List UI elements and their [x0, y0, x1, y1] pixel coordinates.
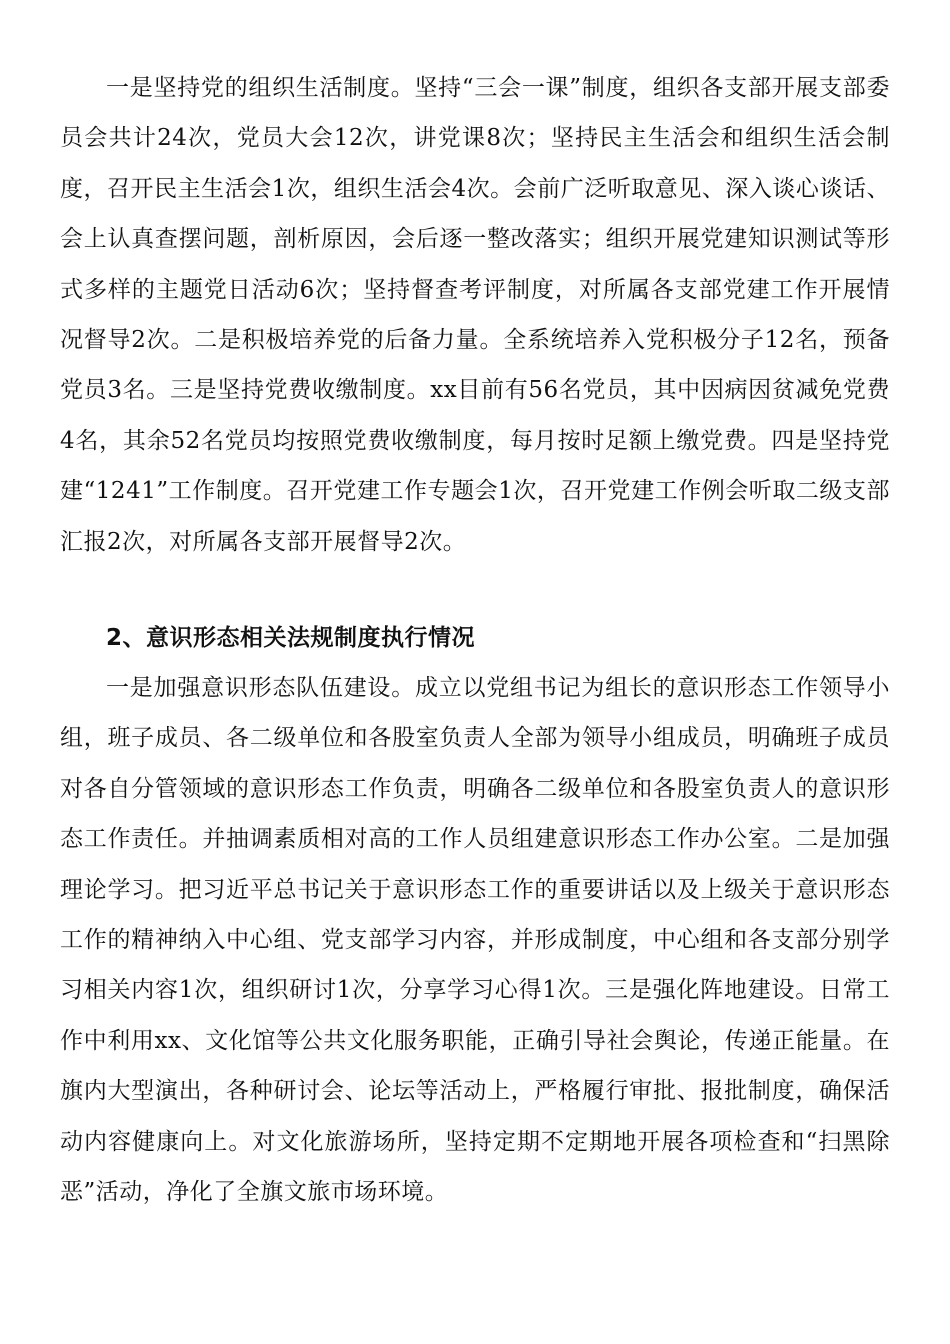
- paragraph-party-organization-life: 一是坚持党的组织生活制度。坚持“三会一课”制度，组织各支部开展支部委员会共计24次，党员大会12次，讲党课8次；坚持民主生活会和组织生活会制度，召开民主生活会1次，组织生活会4次。会前广泛听取意见、深入谈心谈话、会上认真查摆问题，剖析原因，会后逐一整改落实；组织开展党建知识测试等形式多样的主题党日活动6次；坚持督查考评制度，对所属各支部党建工作开展情况督导2次。二是积极培养党的后备力量。全系统培养入党积极分子12名，预备党员3名。三是坚持党费收缴制度。xx目前有56名党员，其中因病因贫减免党费4名，其余52名党员均按照党费收缴制度，每月按时足额上缴党费。四是坚持党建“1241”工作制度。召开党建工作专题会1次，召开党建工作例会听取二级支部汇报2次，对所属各支部开展督导2次。: [60, 75, 890, 555]
- paragraph-ideology-work: 一是加强意识形态队伍建设。成立以党组书记为组长的意识形态工作领导小组，班子成员、各二级单位和各股室负责人全部为领导小组成员，明确班子成员对各自分管领域的意识形态工作负责，明确各二级单位和各股室负责人的意识形态工作责任。并抽调素质相对高的工作人员组建意识形态工作办公室。二是加强理论学习。把习近平总书记关于意识形态工作的重要讲话以及上级关于意识形态工作的精神纳入中心组、党支部学习内容，并形成制度，中心组和各支部分别学习相关内容1次，组织研讨1次，分享学习心得1次。三是强化阵地建设。日常工作中利用xx、文化馆等公共文化服务职能，正确引导社会舆论，传递正能量。在旗内大型演出，各种研讨会、论坛等活动上，严格履行审批、报批制度，确保活动内容健康向上。对文化旅游场所，坚持定期不定期地开展各项检查和“扫黑除恶”活动，净化了全旗文旅市场环境。: [60, 675, 890, 1206]
- section-heading-ideology: 2、意识形态相关法规制度执行情况: [106, 625, 476, 651]
